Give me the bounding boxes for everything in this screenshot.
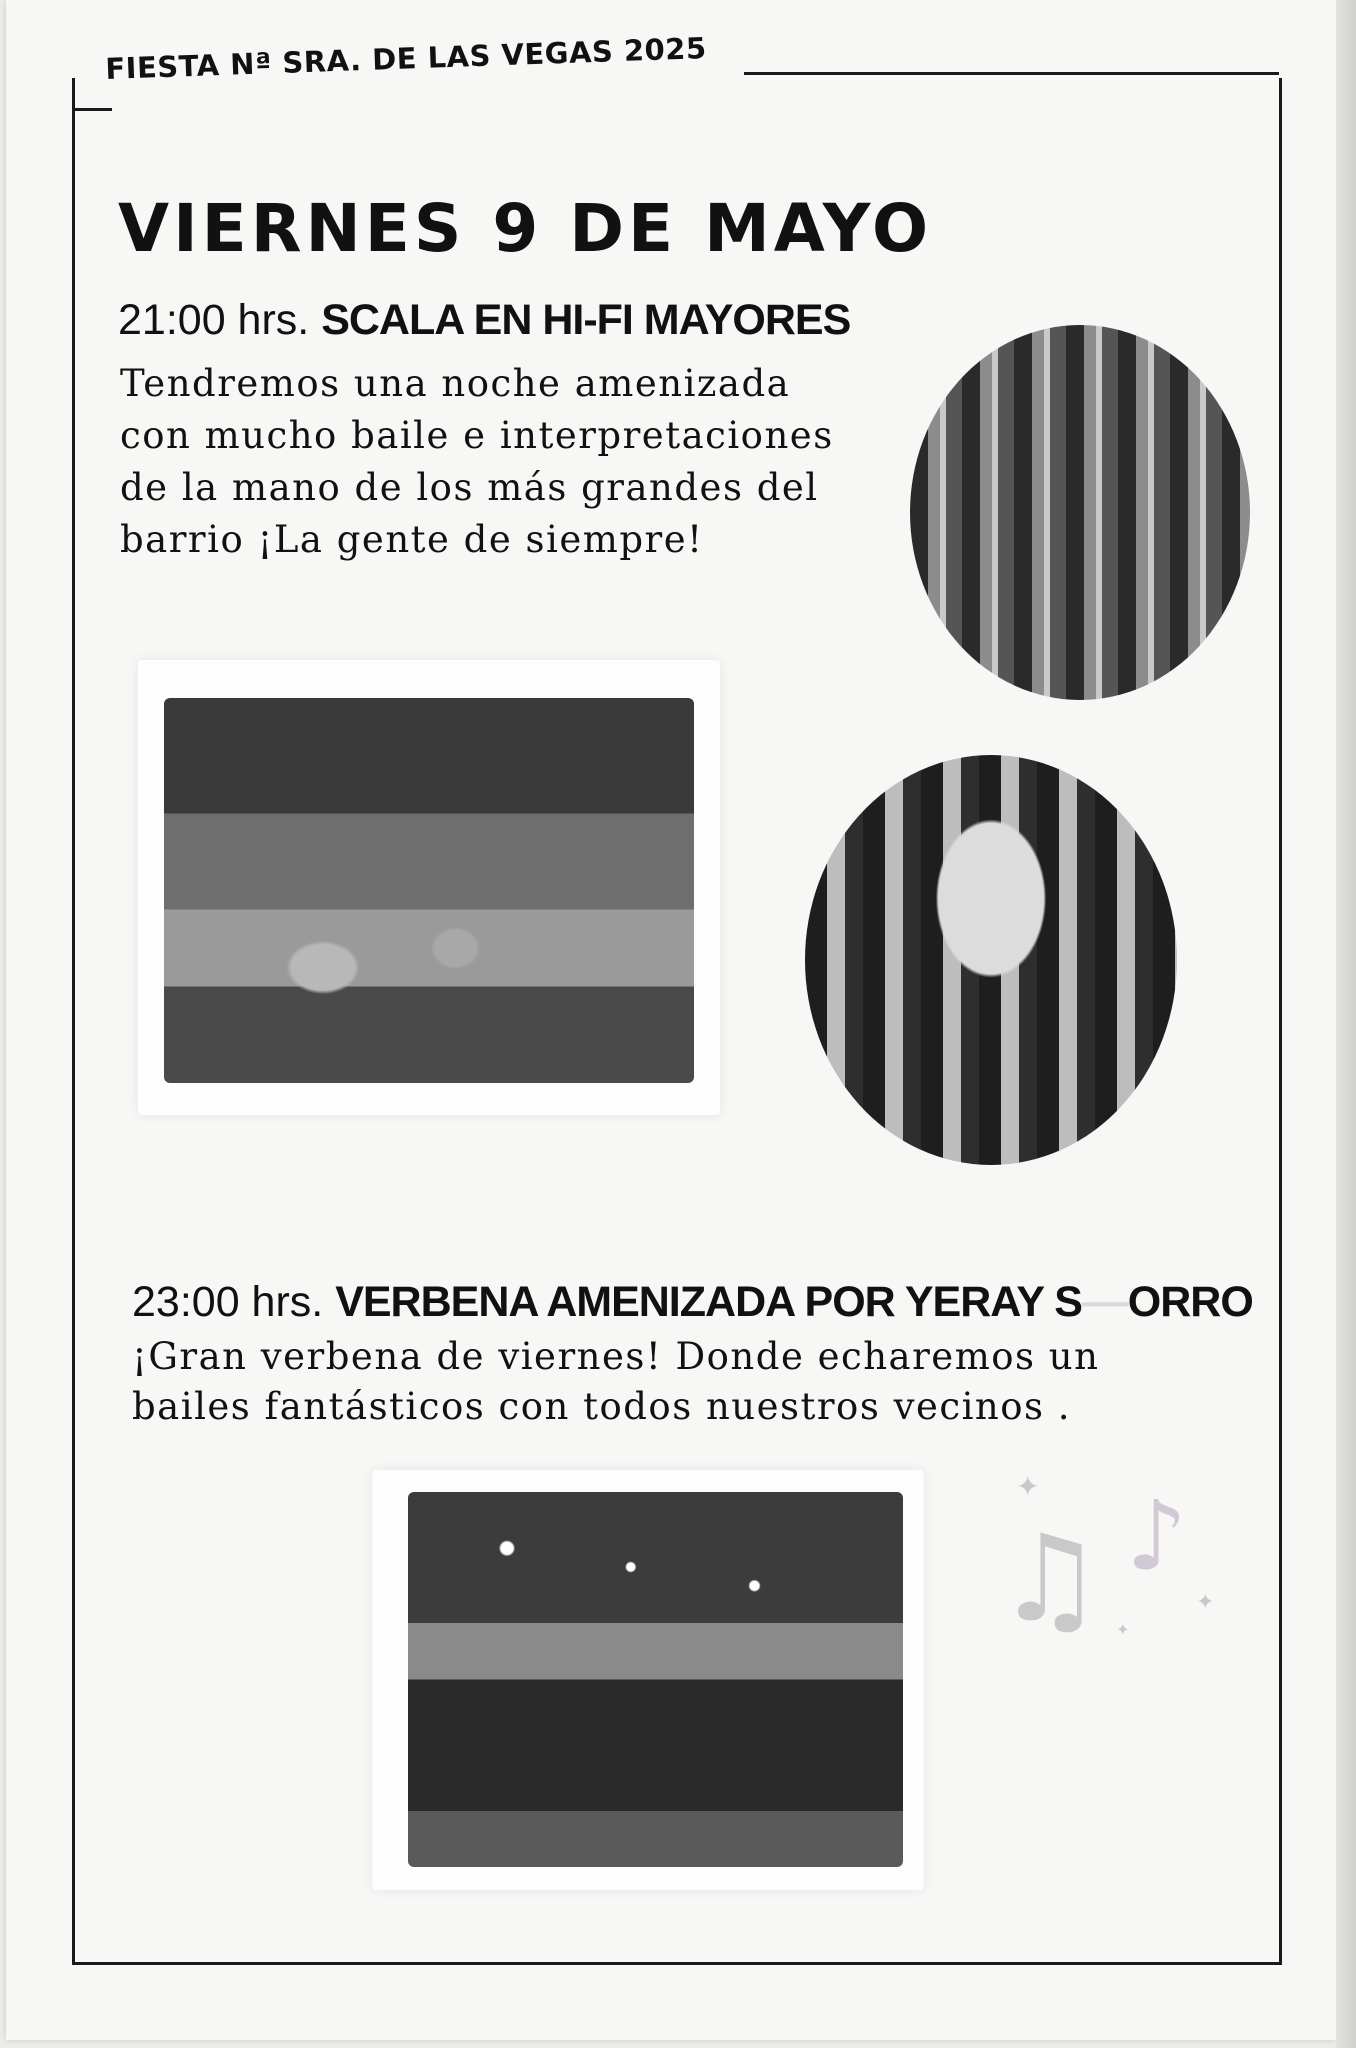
- header-rule: [744, 72, 1279, 75]
- header-title: FIESTA Nª SRA. DE LAS VEGAS 2025: [104, 31, 708, 86]
- sparkle-icon: ✦: [1116, 1620, 1130, 1639]
- event-name-2-faded: ‒‒: [1081, 1278, 1128, 1326]
- event-1-line-3: de la mano de los más grandes del: [120, 466, 819, 509]
- event-time-1: 21:00 hrs.: [118, 296, 310, 344]
- sparkle-icon: ✦: [1196, 1590, 1215, 1615]
- event-1-line-1: Tendremos una noche amenizada: [120, 362, 791, 405]
- stage-group-photo: [164, 698, 694, 1083]
- event-time-2: 23:00 hrs.: [132, 1278, 324, 1326]
- night-verbena-photo: [408, 1492, 903, 1867]
- band-round-photo: [910, 325, 1250, 700]
- page-edge: [1336, 0, 1356, 2048]
- sparkle-icon: ✦: [1016, 1470, 1040, 1503]
- music-note-icon: ♫: [996, 1510, 1104, 1649]
- event-2-line-1: ¡Gran verbena de viernes! Donde echaremos un: [132, 1335, 1100, 1378]
- event-name-2: [335, 1278, 1253, 1326]
- event-name-1: SCALA EN HI-FI MAYORES: [321, 296, 851, 344]
- music-notes-icon: [996, 1470, 1236, 1670]
- mariachi-round-photo: [805, 755, 1177, 1165]
- music-note-icon: ♪: [1126, 1480, 1188, 1592]
- event-name-2-main: VERBENA AMENIZADA POR YERAY S: [335, 1278, 1082, 1326]
- event-1-line-4: barrio ¡La gente de siempre!: [120, 518, 704, 561]
- event-description-1: [120, 358, 834, 566]
- event-1-line-2: con mucho baile e interpretaciones: [120, 414, 834, 457]
- event-heading-2: [132, 1278, 1253, 1327]
- event-heading-1: [118, 296, 850, 345]
- event-name-2-tail: ORRO: [1127, 1278, 1253, 1326]
- event-description-2: [132, 1332, 1099, 1432]
- day-title: VIERNES 9 DE MAYO: [118, 190, 933, 267]
- event-2-line-2: bailes fantásticos con todos nuestros vecinos .: [132, 1385, 1072, 1428]
